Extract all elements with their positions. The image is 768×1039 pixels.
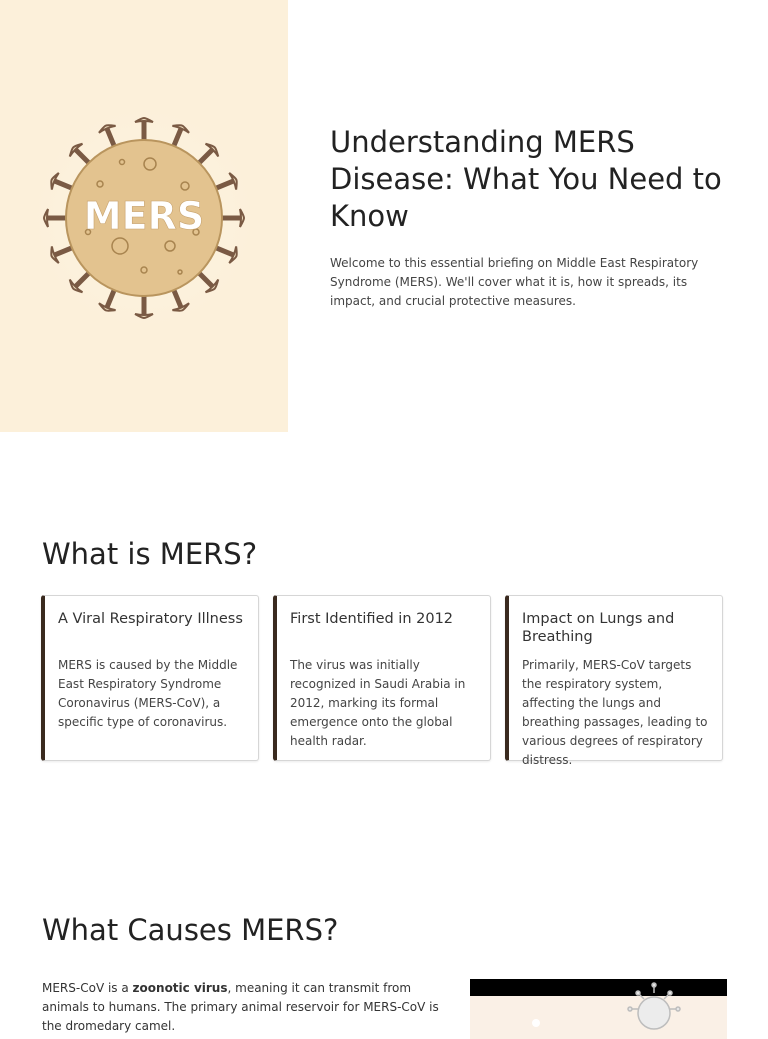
intro-paragraph: Welcome to this essential briefing on Middle East Respiratory Syndrome (MERS). We'll cover what it is, how it spreads, its impact, and crucial protective measures.: [330, 256, 699, 308]
card-first-identified: [273, 595, 491, 761]
virus-label: MERS: [83, 194, 205, 238]
card-title: First Identified in 2012: [290, 611, 454, 627]
card-text: MERS is caused by the Middle East Respiratory Syndrome Coronavirus (MERS-CoV), a specific type of coronavirus.: [58, 658, 238, 729]
causes-text-start: MERS-CoV is a: [42, 981, 133, 995]
causes-text-end: , meaning it can transmit from animals to humans. The primary animal reservoir for MERS-CoV is the dromedary camel.: [42, 981, 439, 1033]
what-is-mers-heading: What is MERS?: [42, 537, 258, 571]
card-title: A Viral Respiratory Illness: [58, 611, 243, 627]
what-causes-heading: What Causes MERS?: [42, 913, 339, 947]
causes-image: [470, 979, 727, 1039]
mers-virus-illustration: [0, 0, 288, 432]
page-title: Understanding MERS Disease: What You Need to Know: [330, 125, 722, 233]
card-text: Primarily, MERS-CoV targets the respiratory system, affecting the lungs and breathing passages, leading to various degrees of respiratory distress.: [522, 658, 708, 767]
small-virus-illustration: [470, 979, 727, 1039]
card-lung-impact: [505, 595, 723, 767]
card-viral-illness: [41, 595, 259, 761]
card-title: Impact on Lungs and Breathing: [522, 611, 675, 645]
card-text: The virus was initially recognized in Saudi Arabia in 2012, marking its formal emergence onto the global health radar.: [290, 658, 466, 748]
causes-text-bold: zoonotic virus: [132, 981, 228, 995]
hero-image: [0, 0, 288, 432]
causes-paragraph: [42, 979, 442, 1036]
